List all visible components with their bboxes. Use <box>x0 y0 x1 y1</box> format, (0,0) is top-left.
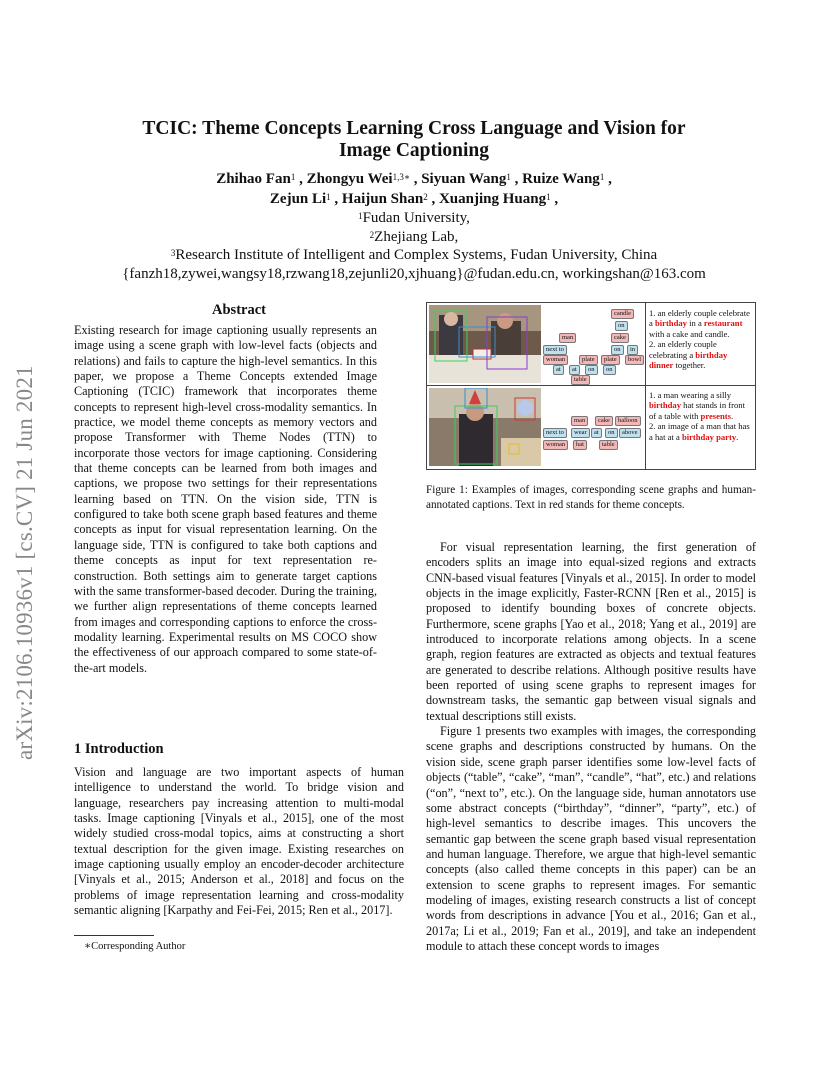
emails: {fanzh18,zywei,wangsy18,rzwang18,zejunli20,xjhuang}@fudan.edu.cn, workingshan@163.com <box>122 265 706 282</box>
caption-entry <box>649 421 753 442</box>
graph-relation-node: on <box>615 321 628 331</box>
graph-object-node: woman <box>543 440 568 450</box>
author-name: Xuanjing Huang <box>438 190 547 207</box>
graph-object-node: plate <box>579 355 598 365</box>
graph-object-node: candle <box>611 309 634 319</box>
caption-text: with a cake and candle. <box>649 328 730 339</box>
figure-divider <box>645 386 646 469</box>
graph-object-node: table <box>599 440 618 450</box>
section-heading-introduction: 1 Introduction <box>74 741 164 757</box>
footnote-divider <box>74 935 154 936</box>
abstract-heading: Abstract <box>212 302 266 318</box>
author-sup: 2 <box>423 191 428 202</box>
theme-concept: birthday <box>649 400 681 411</box>
authors-line-1: Zhihao Fan$^1$ , Zhongyu Wei$^{1,3∗}$ , Siyuan Wang$^1$ , Ruize Wang$^1$ , <box>216 171 612 187</box>
graph-relation-node: next to <box>543 345 567 355</box>
graph-relation-node: in <box>627 345 638 355</box>
paper-title <box>0 118 828 162</box>
caption-text: . <box>730 410 734 421</box>
figure-example-bottom <box>427 386 755 469</box>
graph-object-node: man <box>559 333 576 343</box>
graph-relation-node: at <box>569 365 580 375</box>
graph-relation-node: on <box>603 365 616 375</box>
title-line-1: TCIC: Theme Concepts Learning Cross Language and Vision for <box>142 118 686 139</box>
author-list <box>0 170 828 209</box>
caption-text: 2. an image of a man that has a hat at a <box>649 421 750 442</box>
graph-relation-node: on <box>605 428 618 438</box>
abstract-text: Existing research for image captioning usually represents an image using a scene graph with low-level facts (objects and relations) and fails to capture the high-level semantics. In this paper, we propose a Theme Concepts extended Image Captioning (TCIC) framework that incorporates theme concepts to represent high-level cross-modality semantics. In practice, we model theme concepts as memory vectors and propose Transformer with Theme Nodes (TTN) to incorporate those vectors for image captioning. Considering that theme concepts can be learned from both images and captions, we propose two settings for their representations learning based on TTN. On the vision side, TTN is configured to take both scene graph based features and theme concepts as input for visual representation learning. On the language side, TTN is configured to take both captions and theme concepts as input for text representation re-construction. Both settings aim to generate target captions with the same transformer-based decoder. During the training, we further align representations of theme concepts learned from images and corresponding captions to enforce the cross-modality learning. Experimental results on MS COCO show the effectiveness of our approach compared to some state-of-the-art models. <box>74 323 377 675</box>
affiliation-sup: 1 <box>358 211 363 221</box>
caption-text: 1. an elderly couple celebrate a <box>649 308 750 329</box>
caption-entry <box>649 308 753 339</box>
figure-1-caption: Figure 1: Examples of images, corresponding scene graphs and human-annotated captions. Text in red stands for theme concepts. <box>426 484 756 511</box>
affiliation-sup: 3 <box>170 248 176 258</box>
figure-1 <box>426 302 756 470</box>
theme-concept: presents <box>700 410 731 421</box>
caption-text: . <box>736 431 739 442</box>
title-line-2: Image Captioning <box>338 140 490 161</box>
caption-text: 1. a man wearing a silly <box>649 390 732 400</box>
caption-entry <box>649 339 753 370</box>
author-sup: 1 <box>290 172 296 182</box>
graph-object-node: hat <box>573 440 587 450</box>
affiliations <box>0 209 828 283</box>
theme-concept: dinner <box>649 360 674 371</box>
affiliation-text: Research Institute of Intelligent and Complex Systems, Fudan University, China <box>175 247 658 263</box>
graph-object-node: cake <box>611 333 629 343</box>
authors-line-2: Zejun Li$^1$ , Haijun Shan$^2$ , Xuanjing Huang$^1$ , <box>269 190 559 207</box>
figure-caption-list <box>649 390 753 442</box>
arxiv-stamp: arXiv:2106.10936v1 [cs.CV] 21 Jun 2021 <box>12 365 37 760</box>
introduction-text: Vision and language are two important aspects of human intelligence to understand the world. To bridge vision and language, researchers pay increasing attention to multi-modal tasks. Image captioning [Vinyals et al., 2015], one of the most widely studied cross-modal topics, aims at constructing a short textual description for the given image. Existing researches on image captioning usually employ an encoder-decoder architecture [Vinyals et al., 2015; Anderson et al., 2018] and focus on the problems of image representation learning and cross-modality semantic aligning [Karpathy and Fei-Fei, 2015; Ren et al., 2017]. <box>74 765 404 918</box>
paragraph: Figure 1 presents two examples with images, the corresponding scene graphs and descriptions constructed by humans. On the vision side, scene graph parser identifies some low-level facts of objects (“table”, “cake”, “man”, “candle”, “hat”, etc.) and relations (“on”, “next to”, etc.). On the language side, human annotators use some abstract concepts (“birthday”, “dinner”, “party”, etc.) of high-level semantics to describe images. This uncovers the semantic gap between the scene graph based visual representation and human language. Therefore, we argue that high-level semantic concepts (also called theme concepts in this paper) can be an extension to scene graphs to represent images. For semantic modeling of images, existing research constructs a list of concept words from descriptions in advance [You et al., 2016; Gan et al., 2017a; Li et al., 2019; Fan et al., 2019], and take an independent module to attach these concept words to images <box>426 724 756 953</box>
graph-object-node: man <box>571 416 588 426</box>
author-name: Siyuan Wang <box>421 171 507 187</box>
author-sup: 1 <box>326 191 331 202</box>
figure-caption-list <box>649 308 753 370</box>
affiliation <box>0 246 828 265</box>
graph-relation-node: at <box>591 428 602 438</box>
graph-relation-node: at <box>553 365 564 375</box>
caption-text: together. <box>673 360 706 371</box>
graph-relation-node: next to <box>543 428 567 438</box>
figure-divider <box>645 303 646 385</box>
author-sup: 1 <box>599 172 605 182</box>
graph-object-node: cake <box>595 416 613 426</box>
graph-relation-node: above <box>619 428 641 438</box>
graph-object-node: table <box>571 375 590 385</box>
right-column-text <box>426 540 756 954</box>
graph-relation-node: on <box>611 345 624 355</box>
author-name: Zhihao Fan <box>216 171 291 187</box>
graph-object-node: plate <box>601 355 620 365</box>
author-sup: 1,3∗ <box>392 172 410 182</box>
author-sup: 1 <box>506 172 511 182</box>
graph-relation-node: on <box>585 365 598 375</box>
caption-text: hat stands in front of a table with <box>649 400 745 421</box>
photo-birthday-man <box>429 388 541 466</box>
author-name: Ruize Wang <box>522 171 600 187</box>
author-sup: 1 <box>546 191 551 202</box>
graph-object-node: balloon <box>615 416 641 426</box>
caption-entry <box>649 390 753 421</box>
theme-concept: birthday <box>681 431 714 442</box>
theme-concept: birthday <box>654 318 687 329</box>
author-name: Zhongyu Wei <box>306 171 393 187</box>
affiliation-sup: 2 <box>369 229 375 240</box>
affiliation <box>0 228 828 247</box>
caption-text: in a <box>686 318 704 329</box>
theme-concept: party <box>716 431 737 442</box>
theme-concept: restaurant <box>703 318 743 329</box>
graph-object-node: bowl <box>625 355 644 365</box>
affiliation-text: Zhejiang Lab, <box>374 228 459 245</box>
author-name: Zejun Li <box>269 190 327 207</box>
graph-relation-node: wear <box>571 428 590 438</box>
affiliation-text: Fudan University, <box>362 210 470 226</box>
author-name: Haijun Shan <box>341 190 424 207</box>
graph-object-node: woman <box>543 355 568 365</box>
affiliation <box>0 209 828 228</box>
paragraph: For visual representation learning, the first generation of encoders splits an image into equal-sized regions and extracts CNN-based visual features [Vinyals et al., 2015]. In order to model objects in the image explicitly, Faster-RCNN [Ren et al., 2015] is proposed to identify bounding boxes of concrete objects. Furthermore, scene graphs [Yao et al., 2018; Yang et al., 2019] are introduced to incorporate relations among objects. In a scene graph, region features are extracted as objects and textual features are generated to describe relations. Although positive results have been reported of using scene graphs to represent images for downstream tasks, the semantic gap between visual signals and textual descriptions still exists. <box>426 540 756 723</box>
figure-example-top <box>427 303 755 386</box>
theme-concept: birthday <box>695 349 728 360</box>
footnote: ∗Corresponding Author <box>84 941 186 952</box>
photo-elderly-couple <box>429 305 541 383</box>
caption-text: 2. an elderly couple celebrating a <box>649 339 717 360</box>
